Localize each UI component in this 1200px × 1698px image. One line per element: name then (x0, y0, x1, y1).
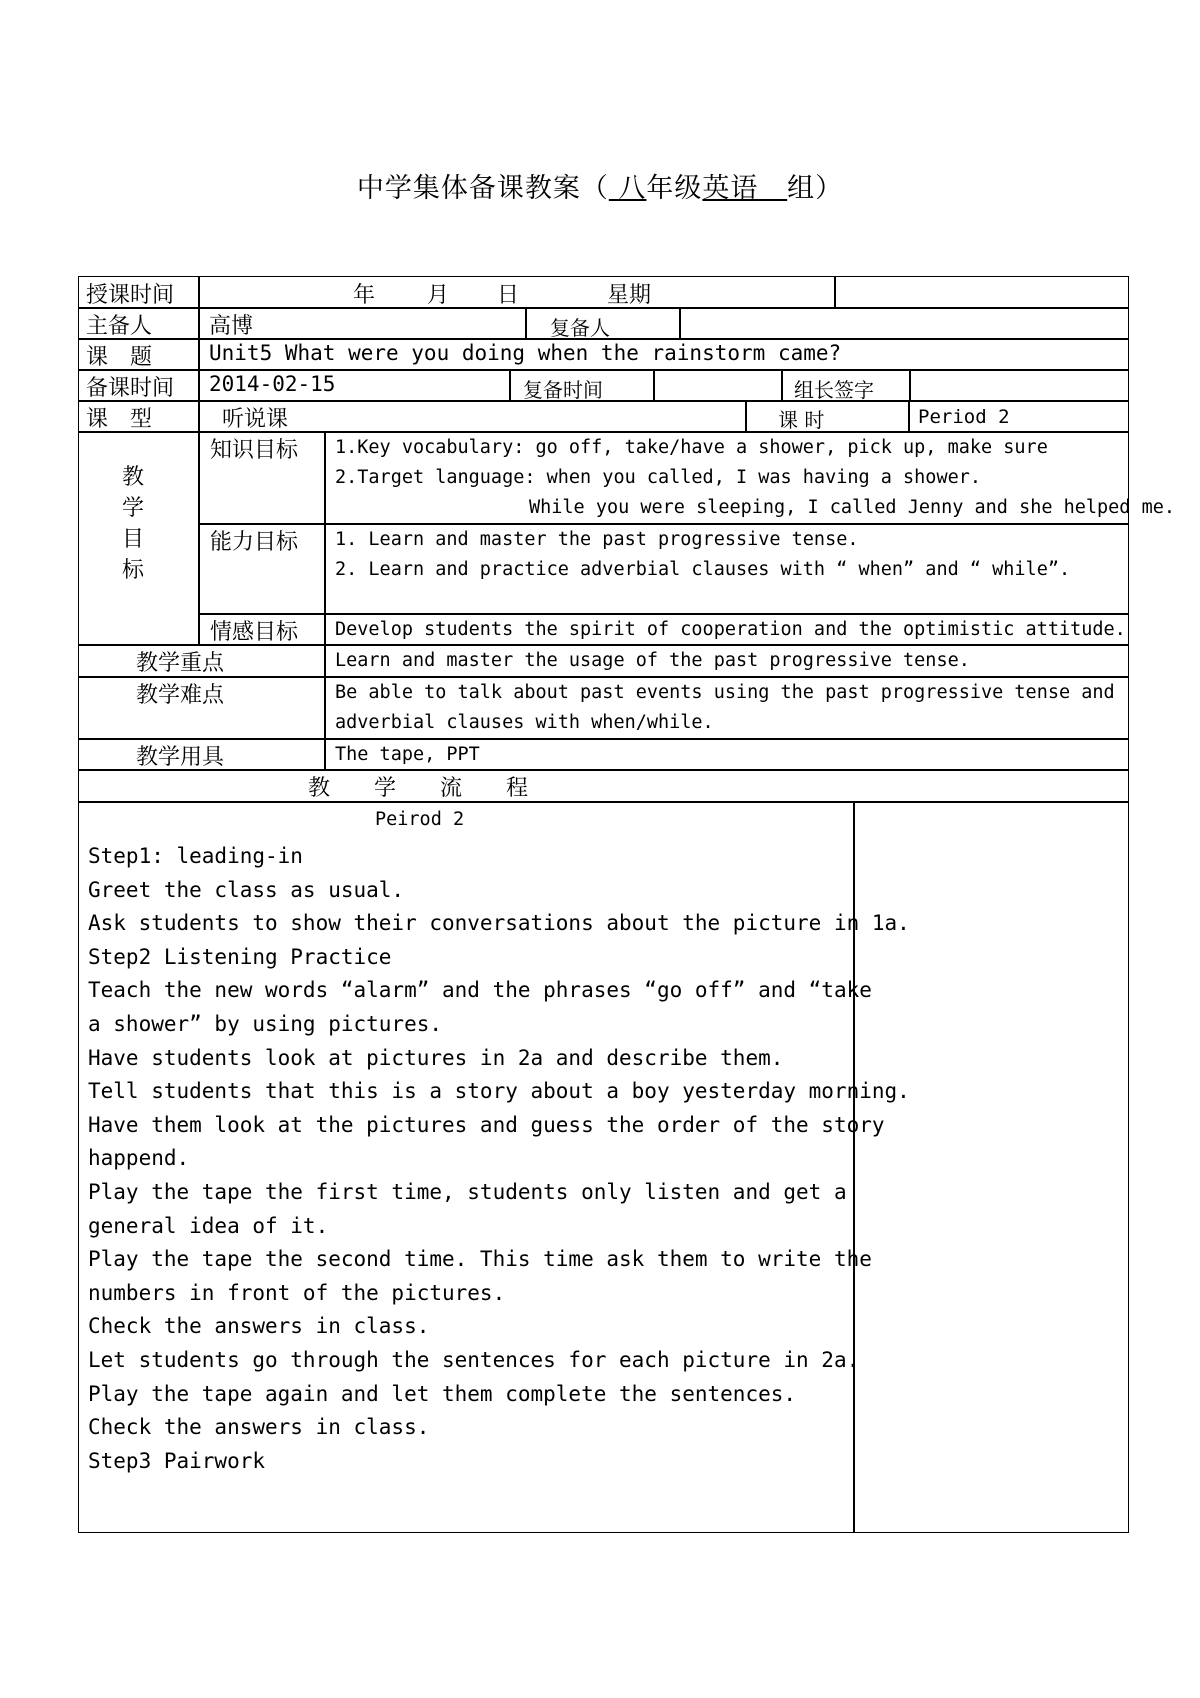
tools-label: 教学用具 (136, 745, 225, 770)
main-preparer-value: 高博 (209, 314, 254, 339)
process-line: general idea of it. (88, 1213, 329, 1238)
re-preparer-label: 复备人 (550, 316, 610, 340)
lesson-type-label: 课 型 (86, 407, 153, 432)
difficulty-line-1: Be able to talk about past events using the past progressive tense and (335, 682, 1115, 703)
process-line: Step2 Listening Practice (88, 944, 392, 969)
ability-line-1: 1. Learn and master the past progressive tense. (335, 529, 859, 550)
process-line: Step1: leading-in (88, 844, 303, 868)
knowledge-line-1: 1.Key vocabulary: go off, take/have a shower, pick up, make sure (335, 437, 1048, 458)
emotion-objective-label: 情感目标 (210, 620, 299, 645)
topic-label: 课 题 (86, 345, 153, 370)
topic-value: Unit5 What were you doing when the rainstorm came? (209, 341, 842, 365)
process-line: a shower” by using pictures. (88, 1011, 443, 1036)
process-line: Let students go through the sentences for each picture in 2a. (88, 1347, 860, 1372)
process-line: Tell students that this is a story about a boy yesterday morning. (88, 1079, 910, 1104)
process-line: Teach the new words “alarm” and the phrases “go off” and “take (88, 978, 872, 1003)
period-value: Period 2 (918, 406, 1010, 428)
lesson-plan-table (78, 276, 1176, 1533)
process-heading: 教 学 流 程 (308, 776, 529, 801)
re-prep-time-label: 复备时间 (523, 378, 603, 402)
process-line: happend. (88, 1146, 190, 1171)
difficulty-line-2: adverbial clauses with when/while. (335, 712, 714, 733)
difficulty-label: 教学难点 (136, 683, 225, 708)
key-point-value: Learn and master the usage of the past progressive tense. (335, 650, 970, 671)
process-line: Play the tape again and let them complete the sentences. (88, 1381, 797, 1406)
prep-time-value: 2014-02-15 (209, 372, 336, 396)
process-line: Have students look at pictures in 2a and describe them. (88, 1045, 784, 1070)
emotion-line-1: Develop students the spirit of cooperation and the optimistic attitude. (335, 619, 1126, 640)
notes-column[interactable] (855, 803, 1127, 1531)
process-line: Play the tape the first time, students only listen and get a (88, 1179, 847, 1204)
process-line: Check the answers in class. (88, 1314, 430, 1339)
leader-sign-label: 组长签字 (794, 378, 874, 402)
process-line: numbers in front of the pictures. (88, 1280, 506, 1305)
process-line: Ask students to show their conversations about the picture in 1a. (88, 911, 910, 936)
ability-line-2: 2. Learn and practice adverbial clauses with “ when” and “ while”. (335, 559, 1071, 580)
teaching-date-label: 授课时间 (86, 283, 175, 308)
process-steps (88, 840, 910, 1478)
document-title: 中学集体备课教案（ 八年级英语 组） (356, 173, 844, 204)
knowledge-line-3: While you were sleeping, I called Jenny and she helped me. (529, 497, 1176, 518)
tools-value: The tape, PPT (335, 744, 480, 765)
process-period: Peirod 2 (375, 809, 465, 830)
process-line: Step3 Pairwork (88, 1448, 266, 1473)
objectives-label: 教 学 目 标 (122, 465, 145, 583)
process-line: Greet the class as usual. (88, 877, 405, 902)
knowledge-objective-label: 知识目标 (210, 438, 299, 463)
process-line: Check the answers in class. (88, 1415, 430, 1440)
lesson-type-value: 听说课 (222, 407, 289, 432)
main-preparer-label: 主备人 (86, 314, 153, 339)
prep-time-label: 备课时间 (86, 376, 175, 401)
teaching-date-field[interactable]: 年 月 日 星期 (233, 278, 707, 309)
period-label: 课 时 (778, 408, 825, 432)
process-line: Play the tape the second time. This time ask them to write the (88, 1247, 872, 1272)
key-point-label: 教学重点 (136, 651, 225, 676)
knowledge-line-2: 2.Target language: when you called, I was having a shower. (335, 467, 982, 488)
ability-objective-label: 能力目标 (210, 530, 299, 555)
process-line: Have them look at the pictures and guess the order of the story (88, 1112, 885, 1137)
